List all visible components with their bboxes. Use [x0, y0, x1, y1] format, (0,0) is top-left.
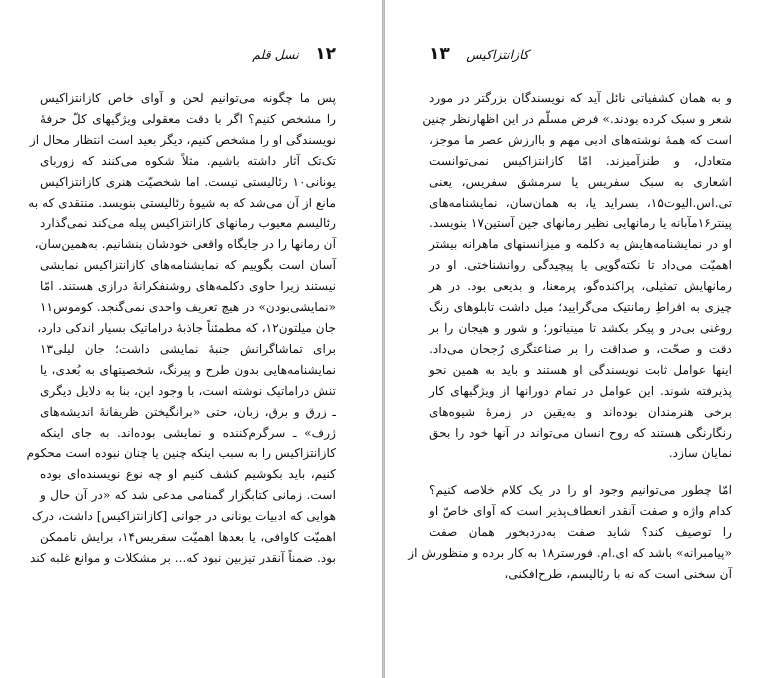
text-line: مانع از آن می‌شد که به شیوهٔ رئالیستی بنویسد. منتقدی که به — [28, 195, 336, 210]
text-line: و به همان کشفیاتی نائل آید که نویسندگان بزرگتر در مورد — [429, 91, 732, 105]
text-line: آن سخنی است که نه با رئالیسم، طرح‌افکنی، — [504, 566, 732, 581]
text-line: بود. ضمناً آنقدر تیزبین نبود که... بر مشکلات و موانع غلبه کند — [30, 550, 336, 565]
text-line: است که همهٔ نوشته‌های ادبی مهم و باارزش عصر ما موجز، — [429, 132, 732, 147]
text-line: دقت و صحّت، و صداقت را بر صناعتگری رُجحان می‌داد. — [429, 341, 732, 356]
left-page-body — [26, 88, 336, 569]
text-line: است. زمانی کتابگزار گمنامی مدعی شد که «در آن حال و — [40, 488, 336, 503]
text-line: آسان است بگوییم که نمایشنامه‌های کازانتزاکیس نمایشی — [40, 258, 336, 273]
text-line: برای تماشاگرانش جنبهٔ نمایشی داشت؛ جان لیلی۱۳ — [40, 341, 336, 356]
text-line: برخی هنرمندان بوده‌اند و به‌یقین در زمرهٔ شیوه‌های — [429, 404, 732, 419]
text-line: کازانتزاکیس را به سبب اینکه چنین یا چنان نبوده است محکوم — [26, 446, 336, 461]
text-line: ژرف» ـ سرگرم‌کننده و نمایشی بوده‌اند. به جای اینکه — [40, 425, 336, 440]
text-line: را توصیف کند؟ شاید صفت به‌دردبخور همان صفت — [429, 525, 732, 540]
left-page — [0, 0, 382, 678]
text-line: متعادل، و طنزآمیزند. امّا کازانتزاکیس نمی‌توانست — [429, 153, 732, 168]
text-line: را مشخص کنیم؟ اگر با دقت معقولی ویژگیهای کلّ حرفهٔ — [40, 111, 336, 126]
text-line: پس ما چگونه می‌توانیم لحن و آوای خاص کازانتزاکیس — [40, 91, 336, 105]
right-page-header — [429, 44, 529, 64]
text-line: رئالیسم معیوب رمانهای کازانتزاکیس پیله می‌کند نمی‌گذارد — [40, 216, 336, 231]
text-line: «نمایشی‌بودن» در هیچ تعریف واحدی نمی‌گنجد. کوموس۱۱ — [40, 300, 336, 315]
left-running-title: نسل قلم — [252, 47, 299, 62]
text-line: رنگارنگی هستند که روح انسان می‌تواند در آنها خود را بحق — [429, 425, 732, 440]
text-line: روغنی بی‌در و پیکر بکشد تا مینیاتور؛ و شور و هیجان را بر — [429, 320, 732, 335]
text-line: آن رمانها را در جایگاه واقعی خودشان بنشانیم. به‌همین‌سان، — [34, 237, 336, 252]
left-page-number: ۱۲ — [315, 44, 336, 64]
text-line: یونانی۱۰ رئالیستی نیست. اما شخصیّت هنری کازانتزاکیس — [40, 174, 336, 189]
text-line: اهمیّت کاوافی، یا بعدها اهمیّت سفریس۱۴، برایش ناممکن — [40, 530, 336, 545]
text-line: اینها عوامل ثابت نویسندگی او هستند و باید به همین نحو — [429, 362, 732, 377]
text-line: جان میلتون۱۲، که مطمئناً جاذبهٔ دراماتیک بسیار اندکی دارد، — [37, 320, 336, 335]
text-line: ـ زرق و برق، زبان، حتی «برانگیختن ظریفانهٔ اندیشه‌های — [40, 404, 336, 419]
right-page-number: ۱۳ — [429, 44, 450, 64]
text-line: تک‌تک آثار داشته باشیم. مثلاً شکوه می‌کنند که زوربای — [40, 153, 336, 168]
text-line: نویسندگی او را مشخص کنیم، دیگر بعید است انتظار محال از — [29, 132, 336, 147]
right-running-title: کازانتزاکیس — [466, 47, 529, 62]
left-page-header — [252, 44, 336, 64]
right-page-body — [408, 88, 732, 585]
text-line: اشعاری به سبک سفریس یا سرمشق سفریس، یعنی — [429, 174, 732, 189]
text-line: پذیرفته شوند. این عوامل در تمام دورانها از ویژگیهای کار — [429, 383, 732, 398]
text-line: نیستند زیرا حاوی دکلمه‌های روشنفکرانهٔ درازی هستند. امّا — [40, 279, 336, 294]
text-line: نمایشنامه‌هایی بدون طرح و پیرنگ، شخصیتهای به بُعدی، یا — [40, 362, 336, 377]
text-line: کنیم، باید بکوشیم کشف کنیم او چه نوع نویسنده‌ای بوده — [40, 467, 336, 482]
paragraph-gap — [429, 464, 732, 480]
text-line: رمانهایش تمثیلی، پراکنده‌گو، پرمعنا، و بدیعی بود. در هر — [429, 279, 732, 294]
right-page — [385, 0, 768, 678]
text-line: چیزی به افراطِ رمانتیک می‌گرایید؛ میل داشت تابلوهای رنگ — [429, 300, 732, 315]
text-line: او در نمایشنامه‌هایش به دکلمه و میزانسنهای ماهرانه بیشتر — [429, 237, 732, 252]
text-line: نمایان سازد. — [668, 446, 732, 461]
text-line: هوایی که ادبیات یونانی در جوانی [کازانتزاکیس] داشت، درک — [31, 509, 336, 524]
text-line: کدام واژه و صفت آنقدر انعطاف‌پذیر است که آوای خاصّ او — [429, 504, 732, 519]
text-line: پینتر۱۶مآبانه یا رمانهایی نظیر رمانهای جین آستین۱۷ بنویسد. — [429, 216, 732, 231]
text-line: امّا چطور می‌توانیم وجود او را در یک کلام خلاصه کنیم؟ — [429, 483, 732, 498]
text-line: شعر و سبک کرده بودند.» فرض مسلّم در این اظهارنظر چنین — [422, 111, 732, 126]
text-line: اهمیّت می‌داد تا نکته‌گویی یا پیچیدگی روانشناختی. او در — [429, 258, 732, 273]
text-line: «پیامبرانه» باشد که ای.ام. فورستر۱۸ به کار برده و منظورش از — [408, 546, 732, 561]
text-line: تی.اس.الیوت۱۵، بسراید یا، به همان‌سان، نمایشنامه‌های — [429, 195, 732, 210]
text-line: تنش دراماتیک نوشته است، با وجود این، بنا به دلایل دیگری — [40, 383, 336, 398]
